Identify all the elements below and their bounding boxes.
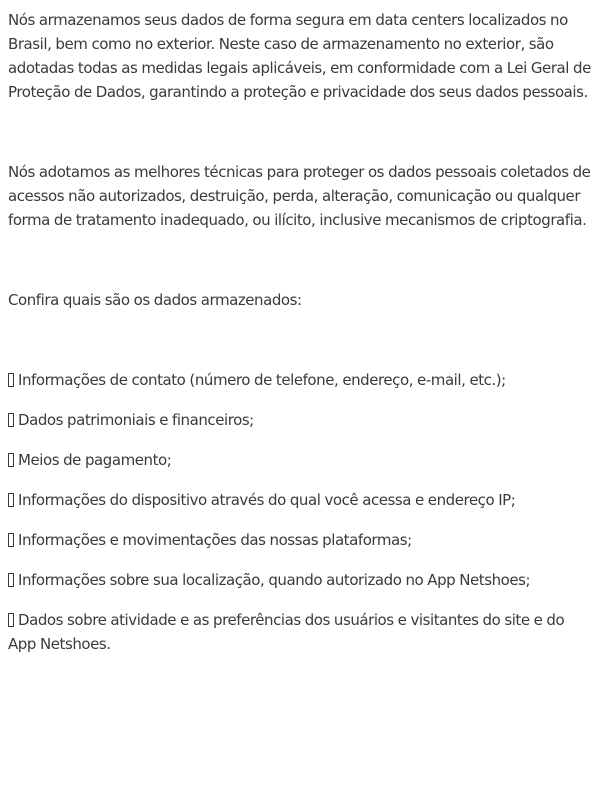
list-item-text: Meios de pagamento; [18, 451, 172, 469]
bullet-icon [8, 453, 14, 467]
list-item-text: Informações de contato (número de telefone, endereço, e-mail, etc.); [18, 371, 506, 389]
list-item [8, 568, 592, 592]
bullet-icon [8, 493, 14, 507]
storage-paragraph: Nós armazenamos seus dados de forma segura em data centers localizados no Brasil, bem como no exterior. Neste caso de armazenamento no exterior, são adotadas todas as medidas legais aplicáveis, em conformidade com a Lei Geral de Proteção de Dados, garantindo a proteção e privacidade dos seus dados pessoais. [8, 11, 591, 101]
list-item [8, 368, 592, 392]
list-item-text: Informações sobre sua localização, quando autorizado no App Netshoes; [18, 571, 531, 589]
protection-paragraph: Nós adotamos as melhores técnicas para proteger os dados pessoais coletados de acessos não autorizados, destruição, perda, alteração, comunicação ou qualquer forma de tratamento inadequado, ou ilícito, inclusive mecanismos de criptografia. [8, 163, 591, 229]
bullet-icon [8, 573, 14, 587]
bullet-icon [8, 413, 14, 427]
stored-data-intro: Confira quais são os dados armazenados: [8, 291, 302, 309]
list-item [8, 528, 592, 552]
bullet-icon [8, 373, 14, 387]
list-item-text: Informações do dispositivo através do qual você acessa e endereço IP; [18, 491, 516, 509]
list-item [8, 408, 592, 432]
bullet-icon [8, 613, 14, 627]
list-item [8, 608, 592, 656]
list-item-text: Informações e movimentações das nossas plataformas; [18, 531, 412, 549]
bullet-icon [8, 533, 14, 547]
list-item-text: Dados patrimoniais e financeiros; [18, 411, 254, 429]
stored-data-list [8, 368, 592, 656]
list-item-text: Dados sobre atividade e as preferências dos usuários e visitantes do site e do App Netshoes. [8, 611, 565, 653]
list-item [8, 448, 592, 472]
list-item [8, 488, 592, 512]
